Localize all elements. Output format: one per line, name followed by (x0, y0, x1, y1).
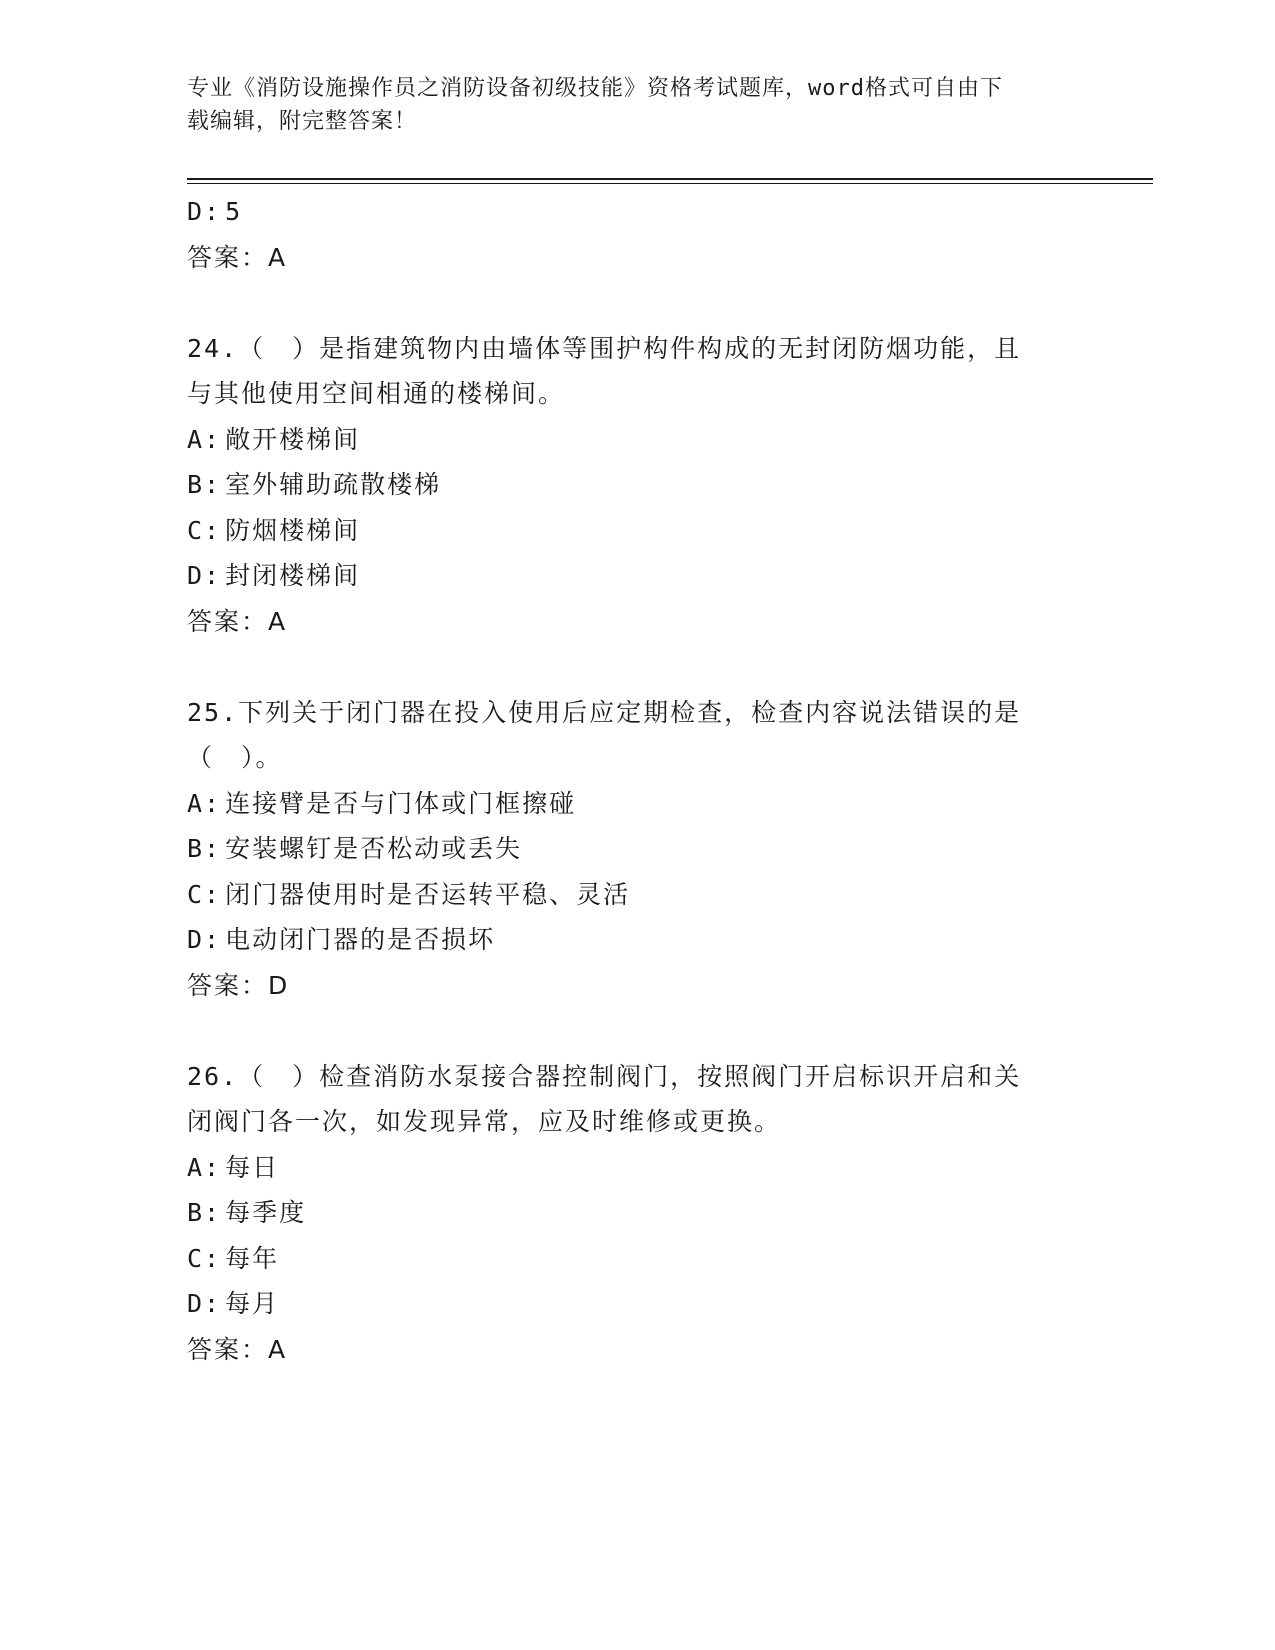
question-stem-line-2: 闭阀门各一次，如发现异常，应及时维修或更换。 (187, 1107, 782, 1136)
question-content (187, 189, 1087, 1372)
page-header (187, 72, 1067, 138)
option-d (187, 553, 1087, 599)
option-key: B: (187, 1198, 222, 1227)
prev-option-d (187, 189, 1087, 235)
header-line-1: 专业《消防设施操作员之消防设备初级技能》资格考试题库，word格式可自由下 (187, 76, 1003, 101)
option-text: 防烟楼梯间 (225, 515, 361, 545)
option-key: A: (187, 424, 222, 454)
spacer (187, 1008, 1087, 1054)
option-key: A: (187, 1152, 222, 1182)
option-c (187, 1236, 1087, 1282)
option-text: 室外辅助疏散楼梯 (225, 470, 442, 499)
answer-line: 答案：D (187, 970, 290, 1000)
question-26 (187, 1054, 1087, 1373)
header-line-2: 载编辑，附完整答案！ (187, 109, 418, 134)
option-text: 每日 (225, 1152, 280, 1182)
option-text: 安装螺钉是否松动或丢失 (225, 834, 523, 863)
question-stem-line-1: 26.（ ）检查消防水泵接合器控制阀门，按照阀门开启标识开启和关 (187, 1061, 1022, 1091)
option-text: 每年 (225, 1243, 280, 1273)
option-text: 连接臂是否与门体或门框擦碰 (225, 788, 577, 818)
spacer (187, 644, 1087, 690)
option-key: D: (187, 1289, 222, 1318)
question-stem-line-1: 24.（ ）是指建筑物内由墙体等围护构件构成的无封闭防烟功能，且 (187, 333, 1022, 363)
option-text: 5 (225, 197, 243, 226)
answer-line: 答案：A (187, 606, 288, 636)
spacer (187, 280, 1087, 326)
option-text: 每季度 (225, 1198, 307, 1227)
answer-line: 答案：A (187, 1334, 288, 1364)
option-b (187, 1190, 1087, 1236)
header-divider-thick (187, 178, 1153, 180)
option-text: 电动闭门器的是否损坏 (225, 925, 496, 954)
option-key: C: (187, 1243, 222, 1273)
option-a (187, 417, 1087, 463)
header-divider-thin (187, 183, 1153, 184)
prev-answer: 答案：A (187, 242, 288, 272)
option-key: B: (187, 470, 222, 499)
option-text: 闭门器使用时是否运转平稳、灵活 (225, 879, 631, 909)
option-key: A: (187, 788, 222, 818)
option-b (187, 826, 1087, 872)
option-c (187, 508, 1087, 554)
option-key: C: (187, 515, 222, 545)
option-c (187, 872, 1087, 918)
option-text: 每月 (225, 1289, 280, 1318)
question-stem-line-1: 25.下列关于闭门器在投入使用后应定期检查，检查内容说法错误的是 (187, 697, 1022, 727)
option-d (187, 917, 1087, 963)
option-key: D: (187, 561, 222, 590)
question-stem-line-2: 与其他使用空间相通的楼梯间。 (187, 379, 566, 408)
question-stem-line-2: （ ）。 (187, 743, 283, 772)
option-key: D: (187, 925, 222, 954)
option-b (187, 462, 1087, 508)
option-d (187, 1281, 1087, 1327)
question-24 (187, 326, 1087, 645)
option-key: C: (187, 879, 222, 909)
option-key: D: (187, 197, 222, 226)
option-text: 敞开楼梯间 (225, 424, 361, 454)
option-a (187, 1145, 1087, 1191)
option-text: 封闭楼梯间 (225, 561, 361, 590)
option-key: B: (187, 834, 222, 863)
question-25 (187, 690, 1087, 1009)
option-a (187, 781, 1087, 827)
